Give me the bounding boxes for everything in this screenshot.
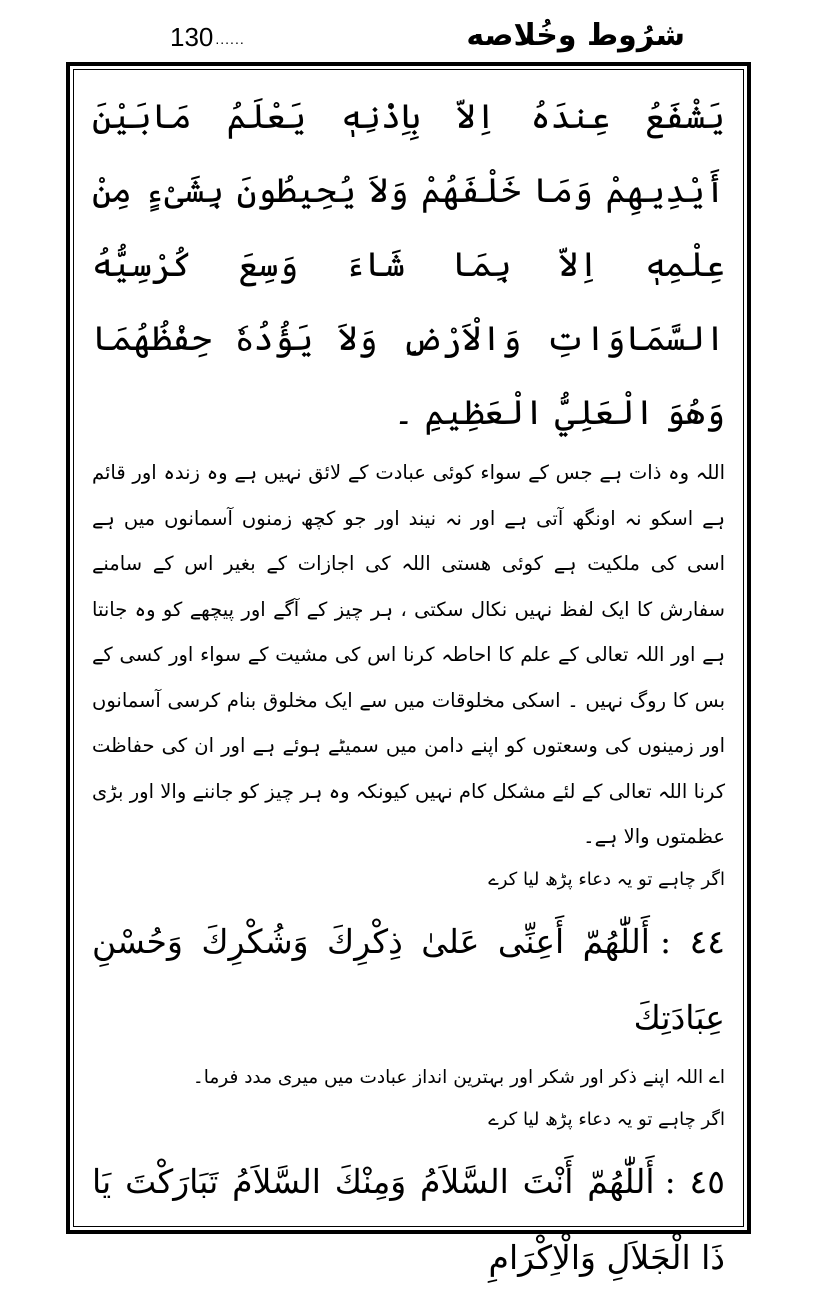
page-frame (66, 62, 751, 1277)
dua-44-translation: اے اللہ اپنے ذکر اور شکر اور بہترین انداز عبادت میں میری مدد فرما۔ (192, 1066, 725, 1088)
page-number-dots: ...... (215, 31, 245, 48)
dua-note-2: اگر چاہے تو یہ دعاء پڑھ لیا کرے (488, 1108, 725, 1130)
page-content (92, 80, 725, 1296)
urdu-translation: اللہ وہ ذات ہے جس کے سواء کوئی عبادت کے لائق نہیں ہے وہ زندہ اور قائم ہے اسکو نہ اونگھ آتی ہے اور نہ نیند اور جو کچھ زمنوں آسمانوں میں ہے اسی کی ملکیت ہے کوئی ھستی اللہ کی اجازات کے بغیر اس کے سامنے سفارش کا ایک لفظ نہیں نکال سکتی ، ہر چیز کے آگے اور پیچھے کو وہ جانتا ہے اور اللہ تعالی کے علم کا احاطہ کرنا اس کی مشیت کے سواء اور کسی کے بس کا روگ نہیں ۔ اسکی مخلوقات میں سے ایک مخلوق بنام کرسی آسمانوں اور زمینوں کی وسعتوں کو اپنے دامن میں سمیٹے ہوئے ہے اور ان کی حفاظت کرنا اللہ تعالی کے لئے مشکل کام نہیں کیونکہ وہ ہر چیز کو جاننے والا اور بڑی عظمتوں والا ہے۔ (92, 461, 725, 848)
dua-44 (92, 904, 725, 1056)
page-header (0, 14, 825, 58)
header-title: شرُوط وخُلاصه (466, 18, 685, 53)
dua-44-number: ٤٤ : (659, 921, 726, 961)
dua-45-number: ٤٥ : (664, 1161, 725, 1201)
dua-44-text: أَللّٰهُمّ أَعِنِّى عَلىٰ ذِكْرِكَ وَشُكْرِكَ وَحُسْنِ عِبَادَتِكَ (92, 921, 725, 1037)
dua-45-text: أَللّٰهُمّ أَنْتَ السَّلاَمُ وَمِنْكَ السَّلاَمُ تَبَارَكْتَ يَا ذَا الْجَلاَلِ وَالْاِكْرَامِ (92, 1161, 725, 1277)
dua-note-1: اگر چاہے تو یہ دعاء پڑھ لیا کرے (488, 868, 725, 890)
dua-45 (92, 1144, 725, 1296)
ayat-text: يَشْفَعُ عِندَهُ اِلاّ بِاِذْنِهٖ يَعْلَمُ مَابَيْنَ أَيْدِيهِمْ وَمَا خَلْفَهُمْ وَلاَ يُحِيطُونَ بِشَىْءٍ مِنْ عِلْمِهٖ اِلاّ بِمَا شَاءَ وَسِعَ كُرْسِيُّهُ السَّمَاوَاتِ وَالْاَرْضِ وَلاَ يَؤُدُهٗ حِفْظُهُمَا وَهُوَ الْعَلِيُّ الْعَظِيمِ ۔ (92, 97, 725, 433)
page-number-value: 130 (170, 22, 214, 52)
page-number (170, 22, 245, 53)
